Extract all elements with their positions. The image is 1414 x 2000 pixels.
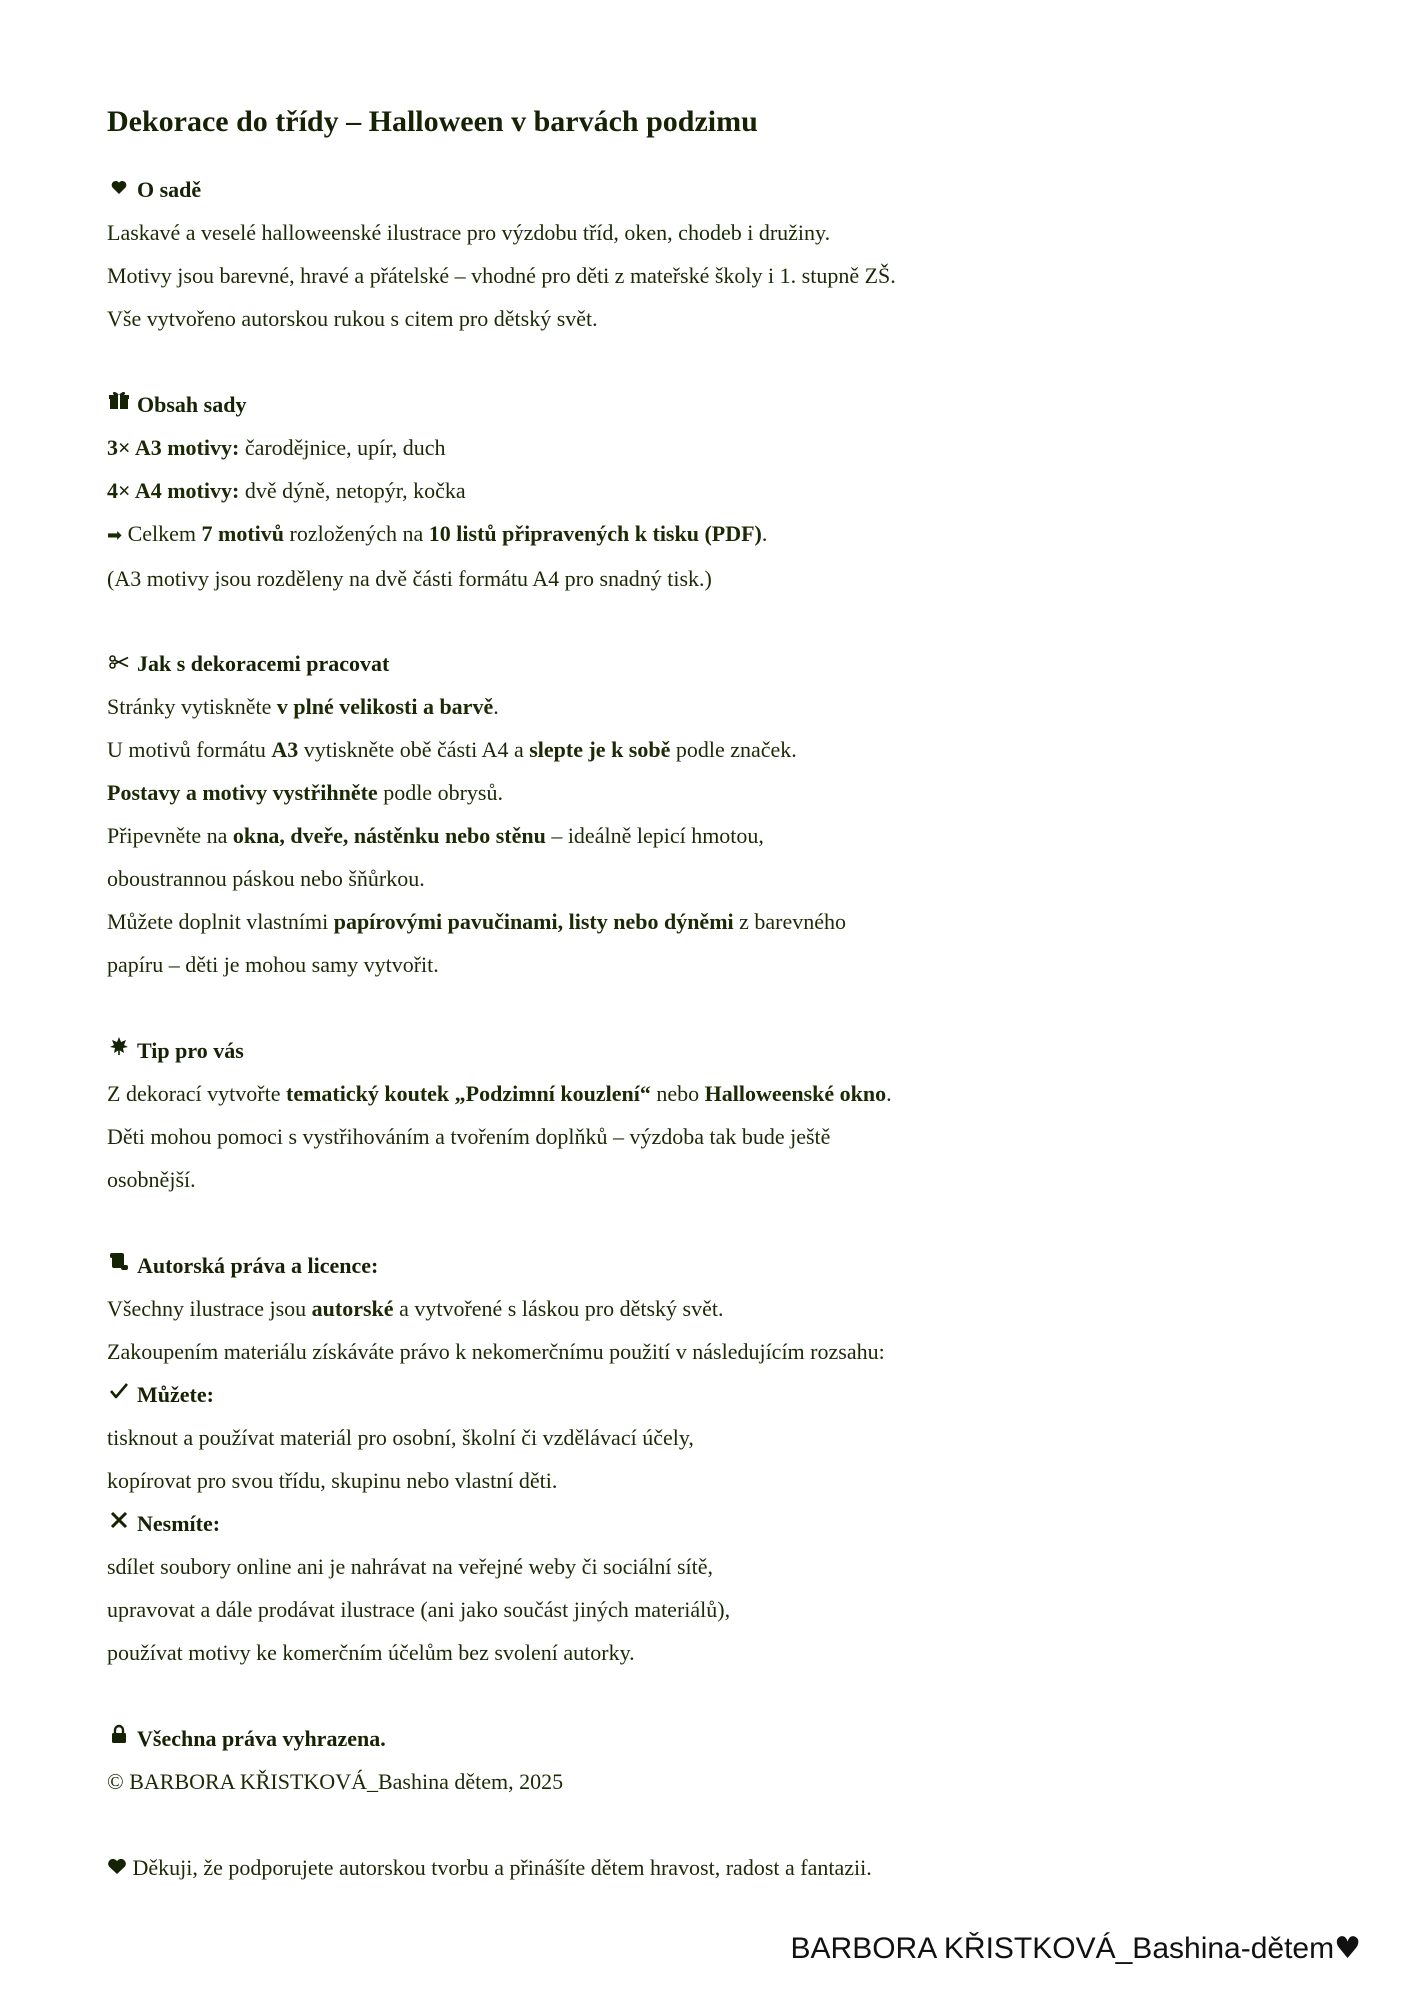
- scroll-icon: [107, 1244, 131, 1287]
- text: Připevněte na: [107, 823, 233, 848]
- text: Můžete doplnit vlastními: [107, 909, 334, 934]
- paragraph-line: [107, 771, 1307, 814]
- section-heading-label: Jak s dekoracemi pracovat: [137, 651, 390, 676]
- bold-text: autorské: [311, 1296, 394, 1321]
- paragraph-line: [107, 1072, 1307, 1115]
- text: vytiskněte obě části A4 a: [298, 737, 530, 762]
- section-heading-about: [107, 168, 1307, 211]
- contents-a3-line: [107, 426, 1307, 469]
- paragraph-line: osobnější.: [107, 1167, 196, 1192]
- text: dvě dýně, netopýr, kočka: [239, 478, 466, 503]
- section-heading-license: [107, 1244, 1307, 1287]
- contents-note: (A3 motivy jsou rozděleny na dvě části formátu A4 pro snadný tisk.): [107, 566, 712, 591]
- paragraph-line: [107, 685, 1307, 728]
- paragraph-line: Zakoupením materiálu získáváte právo k nekomerčnímu použití v následujícím rozsahu:: [107, 1339, 885, 1364]
- bold-text: 10 listů připravených k tisku (PDF): [428, 521, 762, 546]
- document-body: [107, 100, 1307, 1889]
- paragraph-line: Vše vytvořeno autorskou rukou s citem pro dětský svět.: [107, 306, 598, 331]
- leaf-icon: [107, 1029, 131, 1072]
- cross-icon: [107, 1502, 131, 1545]
- text: U motivů formátu: [107, 737, 272, 762]
- paragraph-line: [107, 1287, 1307, 1330]
- bold-text: 3× A3 motivy:: [107, 435, 240, 460]
- section-heading-label: Tip pro vás: [137, 1038, 244, 1063]
- thanks-line: [107, 1846, 1307, 1889]
- paragraph-line: Děti mohou pomoci s vystřihováním a tvořením doplňků – výzdoba tak bude ještě: [107, 1124, 831, 1149]
- paragraph-line: [107, 728, 1307, 771]
- list-item: sdílet soubory online ani je nahrávat na veřejné weby či sociální sítě,: [107, 1554, 714, 1579]
- bold-text: A3: [271, 737, 299, 762]
- arrow-right-icon: ➡: [107, 525, 123, 546]
- subheading-cannot: [107, 1502, 1307, 1545]
- bold-text: Postavy a motivy vystřihněte: [107, 780, 378, 805]
- text: čarodějnice, upír, duch: [239, 435, 446, 460]
- bold-text: v plné velikosti a barvě: [276, 694, 494, 719]
- copyright-line: © BARBORA KŘISTKOVÁ_Bashina dětem, 2025: [107, 1769, 564, 1794]
- text: z barevného: [733, 909, 847, 934]
- section-heading-label: Všechna práva vyhrazena.: [137, 1726, 386, 1751]
- bold-text: slepte je k sobě: [529, 737, 671, 762]
- text: Všechny ilustrace jsou: [107, 1296, 312, 1321]
- bold-text: 7 motivů: [201, 521, 285, 546]
- text: rozložených na: [284, 521, 429, 546]
- scissors-icon: [107, 642, 131, 685]
- section-heading-rights: [107, 1717, 1307, 1760]
- page-title: Dekorace do třídy – Halloween v barvách podzimu: [107, 105, 758, 138]
- list-item: tisknout a používat materiál pro osobní, školní či vzdělávací účely,: [107, 1425, 694, 1450]
- bold-text: Halloweenské okno: [704, 1081, 887, 1106]
- section-heading-howto: [107, 642, 1307, 685]
- subheading-can: [107, 1373, 1307, 1416]
- text: podle značek.: [670, 737, 797, 762]
- contents-a4-line: [107, 469, 1307, 512]
- text: a vytvořené s láskou pro dětský svět.: [393, 1296, 724, 1321]
- section-heading-label: Autorská práva a licence:: [137, 1253, 379, 1278]
- text: Děkuji, že podporujete autorskou tvorbu a přinášíte dětem hravost, radost a fantazii.: [127, 1855, 872, 1880]
- bold-text: tematický koutek „Podzimní kouzlení“: [286, 1081, 651, 1106]
- text: .: [761, 521, 768, 546]
- heart-icon: ♥: [1334, 1931, 1361, 1966]
- list-item: kopírovat pro svou třídu, skupinu nebo vlastní děti.: [107, 1468, 558, 1493]
- contents-total-line: [107, 512, 1307, 557]
- list-item: používat motivy ke komerčním účelům bez svolení autorky.: [107, 1640, 635, 1665]
- paragraph-line: papíru – děti je mohou samy vytvořit.: [107, 952, 439, 977]
- text: .: [493, 694, 499, 719]
- subheading-label: Nesmíte:: [137, 1511, 221, 1536]
- heart-icon: [107, 168, 131, 211]
- bold-text: 4× A4 motivy:: [107, 478, 240, 503]
- paragraph-line: Motivy jsou barevné, hravé a přátelské – vhodné pro děti z mateřské školy i 1. stupně ZŠ.: [107, 263, 896, 288]
- section-heading-tip: [107, 1029, 1307, 1072]
- heart-icon: [107, 1855, 127, 1880]
- checkmark-icon: [107, 1373, 131, 1416]
- text: nebo: [650, 1081, 705, 1106]
- paragraph-line: oboustrannou páskou nebo šňůrkou.: [107, 866, 425, 891]
- paragraph-line: [107, 900, 1307, 943]
- text: Celkem: [122, 521, 202, 546]
- section-heading-label: O sadě: [137, 177, 202, 202]
- author-signature: [791, 1929, 1361, 1969]
- text: Stránky vytiskněte: [107, 694, 277, 719]
- subheading-label: Můžete:: [137, 1382, 214, 1407]
- paragraph-line: [107, 814, 1307, 857]
- list-item: upravovat a dále prodávat ilustrace (ani jako součást jiných materiálů),: [107, 1597, 731, 1622]
- text: Z dekorací vytvořte: [107, 1081, 286, 1106]
- paragraph-line: Laskavé a veselé halloweenské ilustrace pro výzdobu tříd, oken, chodeb i družiny.: [107, 220, 831, 245]
- text: .: [886, 1081, 892, 1106]
- signature-text: BARBORA KŘISTKOVÁ_Bashina-dětem: [790, 1932, 1335, 1965]
- lock-icon: [107, 1717, 131, 1760]
- section-heading-label: Obsah sady: [137, 392, 247, 417]
- text: – ideálně lepicí hmotou,: [545, 823, 764, 848]
- gift-icon: [107, 383, 131, 426]
- text: podle obrysů.: [377, 780, 503, 805]
- section-heading-contents: [107, 383, 1307, 426]
- bold-text: papírovými pavučinami, listy nebo dýněmi: [333, 909, 734, 934]
- bold-text: okna, dveře, nástěnku nebo stěnu: [232, 823, 546, 848]
